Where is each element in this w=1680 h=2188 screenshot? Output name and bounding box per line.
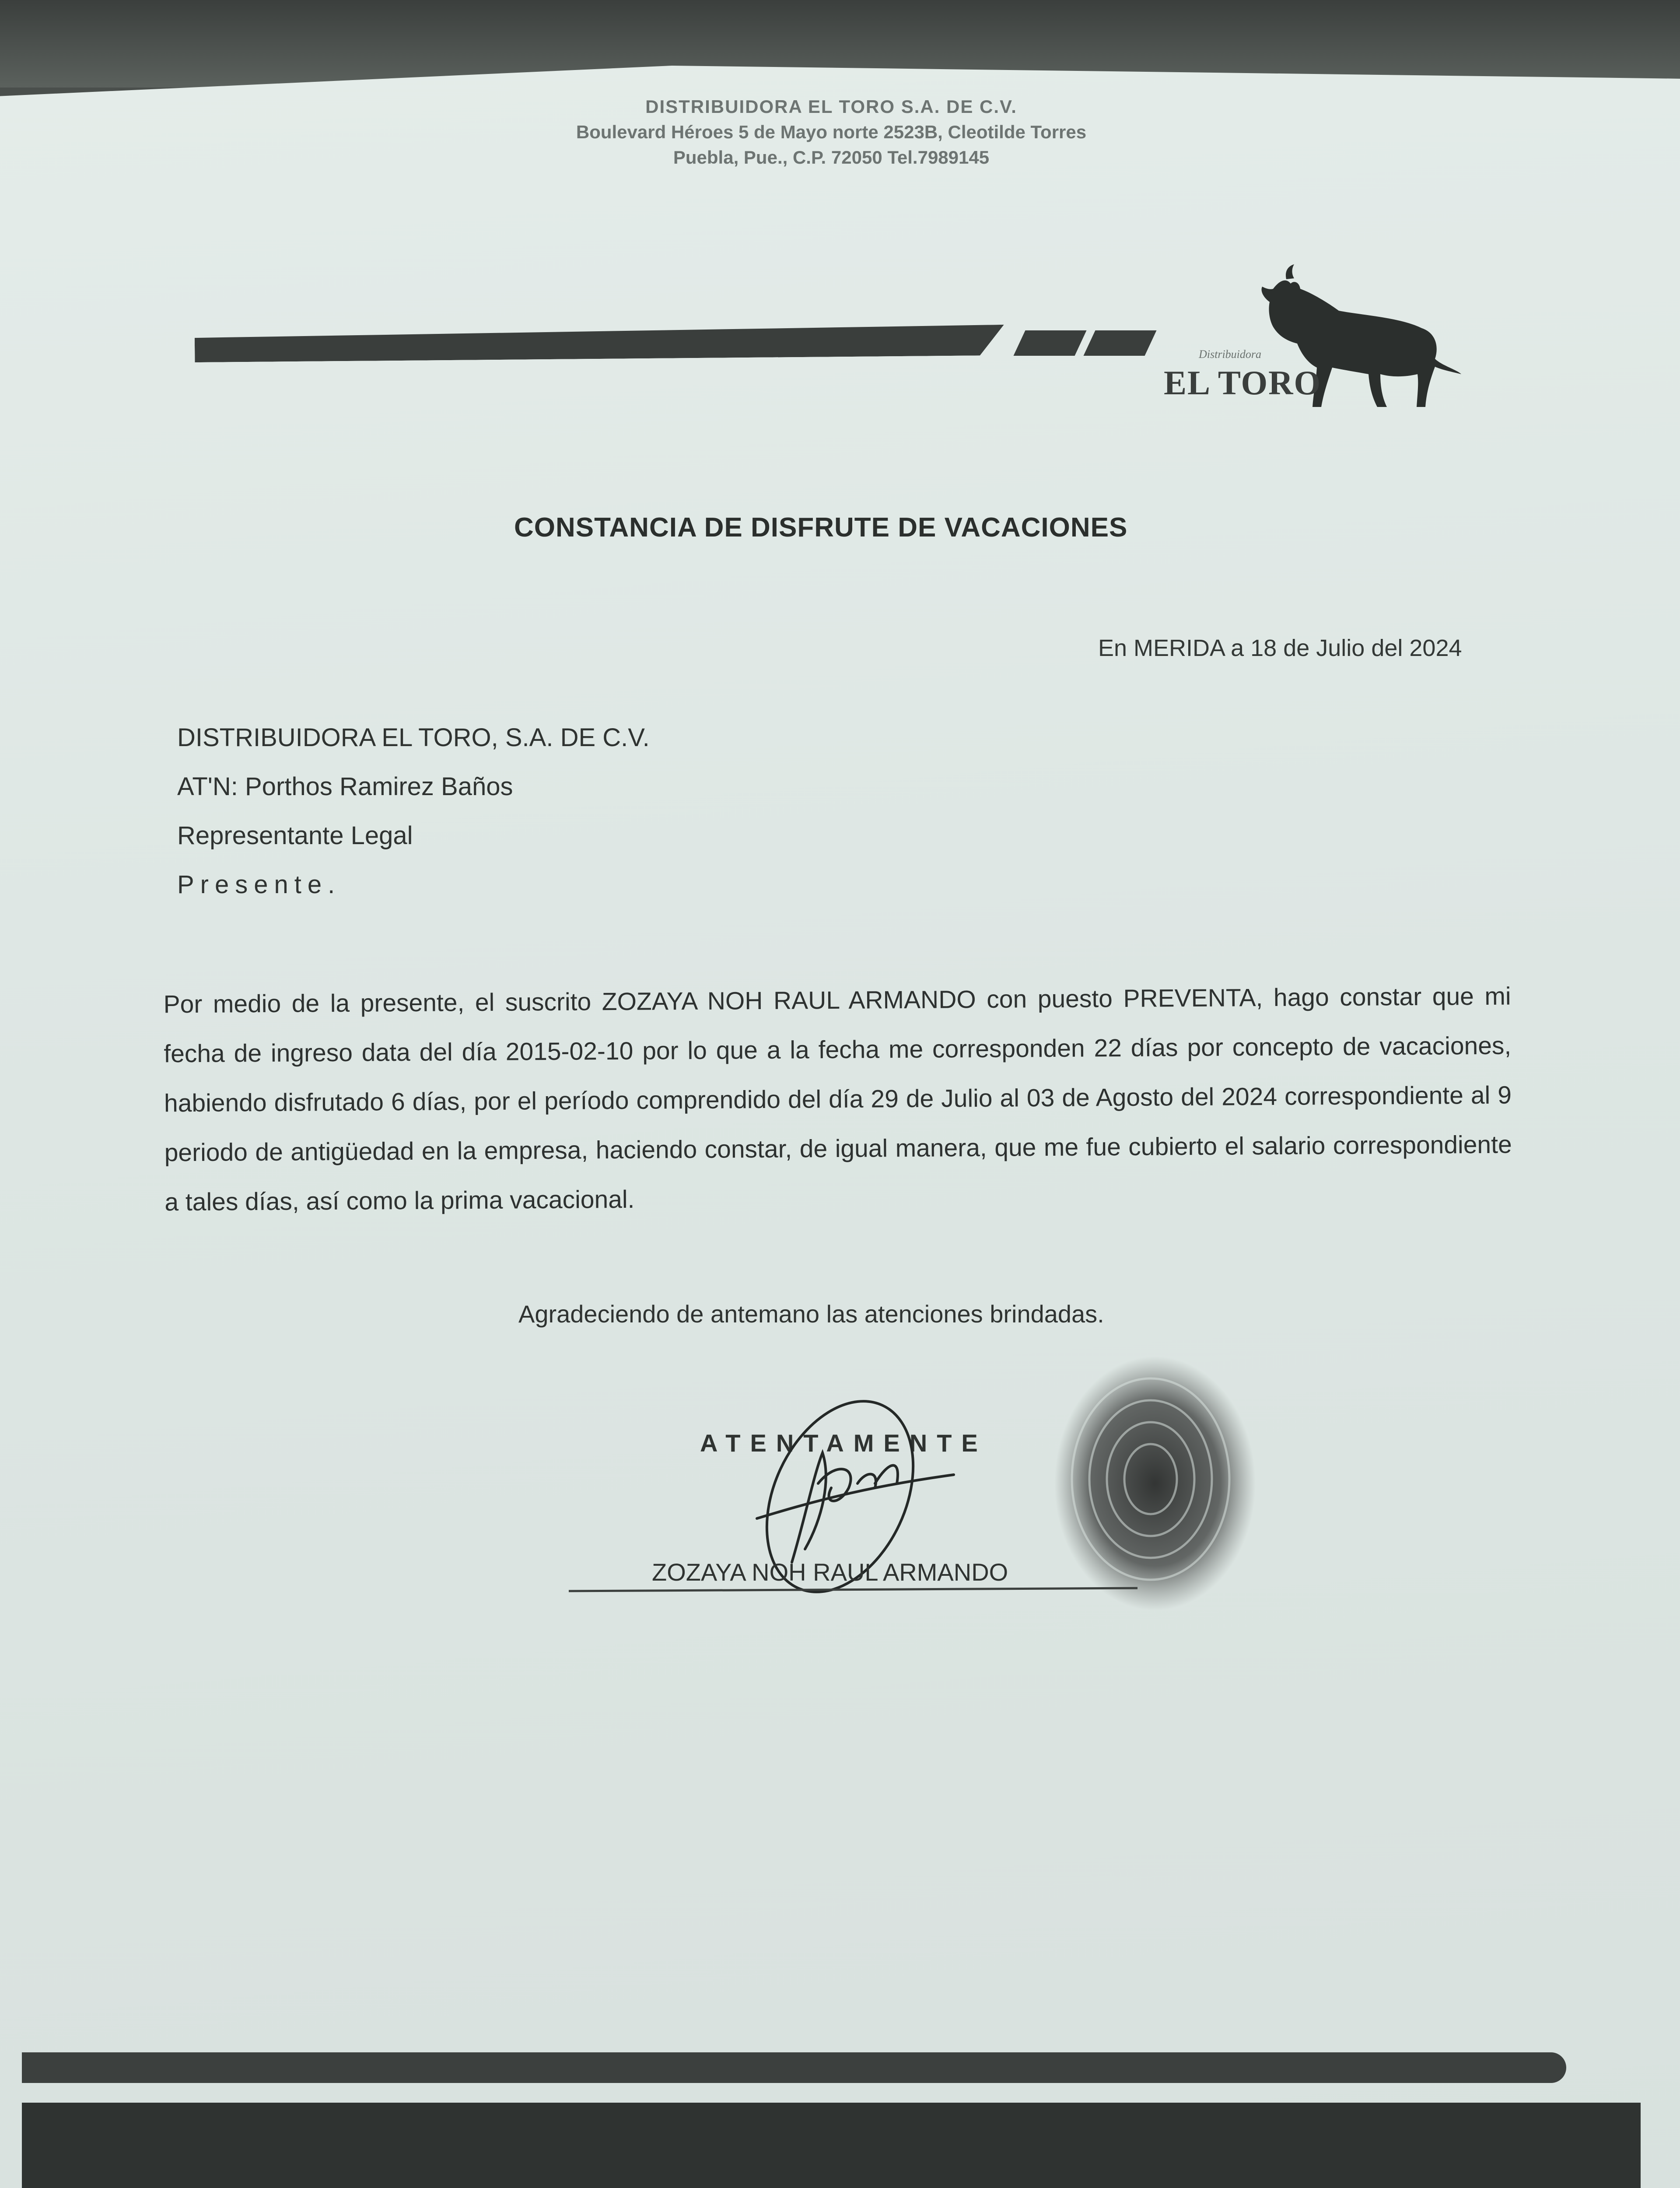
recipient-presente: Presente. [177,870,341,899]
letterhead-city: Puebla, Pue., C.P. 72050 Tel.7989145 [673,147,990,168]
letterhead-band-chip [1013,330,1086,356]
thanks-line: Agradeciendo de antemano las atenciones brindadas. [518,1300,1104,1328]
letterhead-address: Boulevard Héroes 5 de Mayo norte 2523B, Cleotilde Torres [576,122,1087,142]
letterhead-band-chip [1083,330,1156,356]
document-title: CONSTANCIA DE DISFRUTE DE VACACIONES [514,512,1128,543]
logo-tagline: Distribuidora [1199,348,1262,361]
signer-name: ZOZAYA NOH RAUL ARMANDO [652,1558,1008,1586]
recipient-company: DISTRIBUIDORA EL TORO, S.A. DE C.V. [177,723,650,752]
letterhead-company: DISTRIBUIDORA EL TORO S.A. DE C.V. [645,96,1017,117]
bull-logo-icon [1155,263,1461,429]
logo-brand: EL TORO [1164,364,1322,402]
footer-band-thin [22,2052,1566,2083]
recipient-block [177,713,650,909]
recipient-role: Representante Legal [177,821,413,850]
footer-band-thick [22,2103,1641,2188]
letterhead [438,94,1225,170]
closing-atentamente: ATENTAMENTE [700,1429,987,1457]
date-line: En MERIDA a 18 de Julio del 2024 [1098,635,1462,661]
fingerprint-mark [1041,1348,1269,1619]
body-paragraph: Por medio de la presente, el suscrito ZOZAYA NOH RAUL ARMANDO con puesto PREVENTA, hago constar que mi fecha de ingreso data del día 2015-02-10 por lo que a la fecha me corresponden 22 días por concepto de vacaciones, habiendo disfrutado 6 días, por el período comprendido del día 29 de Julio al 03 de Agosto del 2024 correspondiente al 9 periodo de antigüedad en la empresa, haciendo constar, de igual manera, que me fue cubierto el salario correspondiente a tales días, así como la prima vacacional. [163,982,1512,1217]
recipient-attn: AT'N: Porthos Ramirez Baños [177,772,513,801]
